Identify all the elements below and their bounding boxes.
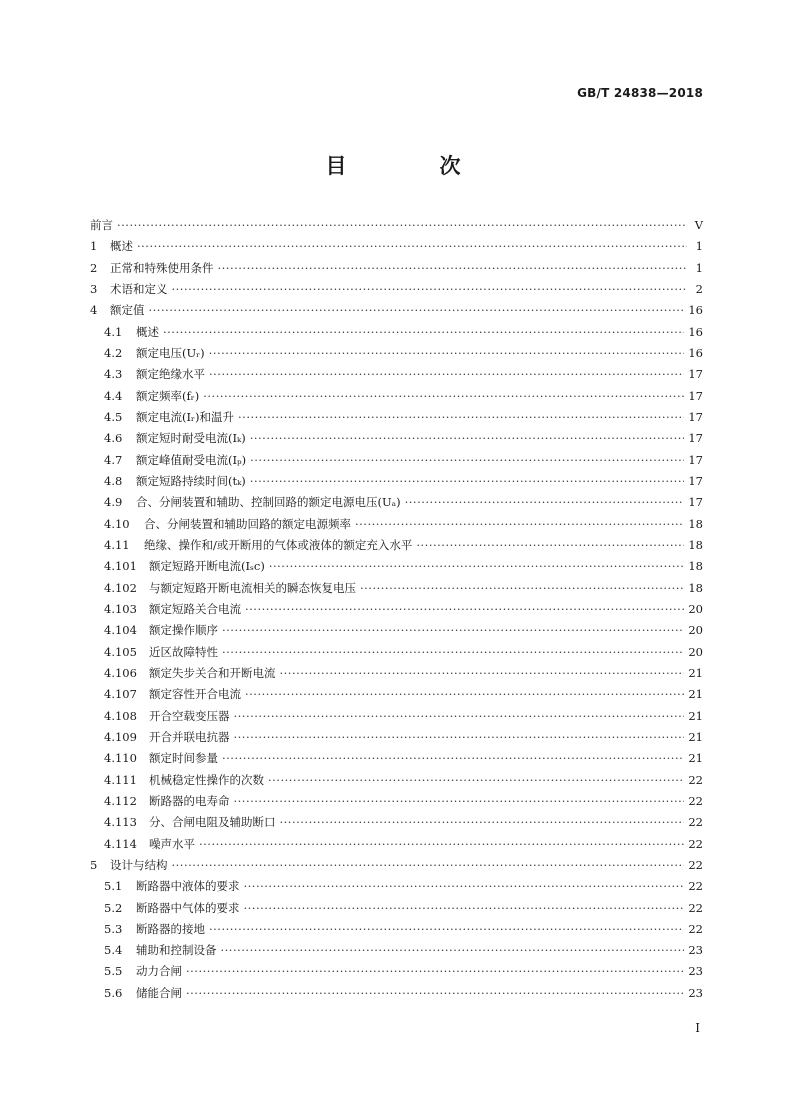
toc-entry-title: 额定时间参量 bbox=[149, 751, 218, 766]
toc-entry-number: 5.2 bbox=[104, 900, 123, 915]
dot-leader bbox=[222, 645, 684, 659]
toc-entry-title: 断路器的接地 bbox=[136, 921, 205, 936]
toc-entry-page: 22 bbox=[688, 921, 703, 936]
toc-entry[interactable] bbox=[90, 494, 703, 515]
dot-leader bbox=[186, 964, 684, 978]
toc-entry-page: 22 bbox=[688, 857, 703, 872]
toc-entry-number: 4.6 bbox=[104, 431, 123, 446]
toc-entry-title: 额定容性开合电流 bbox=[149, 687, 241, 702]
toc-entry-number: 3 bbox=[90, 281, 98, 296]
toc-entry[interactable] bbox=[90, 622, 703, 643]
toc-entry[interactable] bbox=[90, 430, 703, 451]
toc-entry-page: 17 bbox=[688, 495, 703, 510]
toc-entry-title: 额定值 bbox=[110, 303, 145, 318]
dot-leader bbox=[416, 538, 684, 552]
table-of-contents bbox=[90, 217, 703, 1006]
dot-leader bbox=[117, 218, 687, 232]
dot-leader bbox=[137, 239, 687, 253]
dot-leader bbox=[172, 858, 685, 872]
toc-entry-page: 21 bbox=[688, 665, 703, 680]
toc-entry-number: 4.110 bbox=[104, 751, 137, 766]
toc-entry[interactable] bbox=[90, 217, 703, 238]
toc-entry-title: 断路器中气体的要求 bbox=[136, 900, 240, 915]
toc-entry-page: 20 bbox=[688, 601, 703, 616]
toc-entry-title: 术语和定义 bbox=[110, 281, 168, 296]
toc-entry-number: 4.5 bbox=[104, 409, 123, 424]
toc-entry-number: 4.7 bbox=[104, 452, 123, 467]
dot-leader bbox=[149, 303, 685, 317]
dot-leader bbox=[405, 495, 685, 509]
toc-entry-title: 断路器的电寿命 bbox=[149, 793, 230, 808]
toc-entry[interactable] bbox=[90, 366, 703, 387]
dot-leader bbox=[250, 431, 685, 445]
toc-entry-title: 与额定短路开断电流相关的瞬态恢复电压 bbox=[149, 580, 356, 595]
dot-leader bbox=[222, 751, 684, 765]
toc-entry[interactable] bbox=[90, 857, 703, 878]
toc-entry-page: 16 bbox=[688, 345, 703, 360]
standard-code: GB/T 24838—2018 bbox=[577, 86, 703, 100]
toc-entry-title: 开合并联电抗器 bbox=[149, 729, 230, 744]
toc-entry-number: 5.4 bbox=[104, 943, 123, 958]
toc-entry-page: 22 bbox=[688, 815, 703, 830]
toc-entry[interactable] bbox=[90, 324, 703, 345]
toc-entry[interactable] bbox=[90, 601, 703, 622]
toc-entry-page: 2 bbox=[695, 281, 703, 296]
toc-entry-number: 1 bbox=[90, 239, 98, 254]
toc-entry-title: 合、分闸装置和辅助、控制回路的额定电源电压(Uₐ) bbox=[136, 495, 401, 510]
toc-entry-page: 22 bbox=[688, 772, 703, 787]
dot-leader bbox=[222, 623, 684, 637]
toc-entry-number: 5.1 bbox=[104, 879, 123, 894]
toc-entry-page: 18 bbox=[688, 559, 703, 574]
toc-entry-title: 辅助和控制设备 bbox=[136, 943, 217, 958]
toc-entry[interactable] bbox=[90, 473, 703, 494]
page-number: Ⅰ bbox=[695, 1021, 700, 1035]
toc-entry-number: 4 bbox=[90, 303, 98, 318]
toc-entry-number: 4.102 bbox=[104, 580, 137, 595]
toc-entry-page: 21 bbox=[688, 708, 703, 723]
toc-entry[interactable] bbox=[90, 558, 703, 579]
toc-entry[interactable] bbox=[90, 708, 703, 729]
toc-entry-title: 概述 bbox=[136, 324, 159, 339]
toc-entry[interactable] bbox=[90, 537, 703, 558]
toc-entry-title: 动力合闸 bbox=[136, 964, 182, 979]
toc-entry-page: 23 bbox=[688, 943, 703, 958]
toc-entry-page: 17 bbox=[688, 388, 703, 403]
toc-entry-page: 17 bbox=[688, 409, 703, 424]
dot-leader bbox=[244, 901, 685, 915]
dot-leader bbox=[186, 986, 684, 1000]
toc-entry-page: 17 bbox=[688, 452, 703, 467]
toc-entry-number: 4.104 bbox=[104, 623, 137, 638]
toc-entry[interactable] bbox=[90, 942, 703, 963]
toc-entry-page: 22 bbox=[688, 879, 703, 894]
toc-entry-page: 16 bbox=[688, 303, 703, 318]
toc-entry-page: 1 bbox=[695, 260, 703, 275]
toc-entry[interactable] bbox=[90, 814, 703, 835]
toc-entry[interactable] bbox=[90, 409, 703, 430]
toc-entry[interactable] bbox=[90, 963, 703, 984]
toc-entry-number: 4.1 bbox=[104, 324, 123, 339]
toc-entry-title: 分、合闸电阻及辅助断口 bbox=[149, 815, 276, 830]
toc-entry-page: 1 bbox=[695, 239, 703, 254]
toc-entry-number: 4.108 bbox=[104, 708, 137, 723]
toc-entry-title: 前言 bbox=[90, 218, 113, 232]
toc-entry-number: 4.101 bbox=[104, 559, 137, 574]
toc-entry[interactable] bbox=[90, 836, 703, 857]
toc-entry[interactable] bbox=[90, 452, 703, 473]
dot-leader bbox=[245, 602, 684, 616]
dot-leader bbox=[269, 559, 685, 573]
toc-entry-title: 额定失步关合和开断电流 bbox=[149, 665, 276, 680]
toc-entry[interactable] bbox=[90, 516, 703, 537]
toc-entry[interactable] bbox=[90, 580, 703, 601]
toc-entry-page: 20 bbox=[688, 623, 703, 638]
dot-leader bbox=[250, 453, 684, 467]
toc-entry-title: 额定短时耐受电流(Iₖ) bbox=[136, 431, 246, 446]
page-title: 目 次 bbox=[325, 154, 497, 178]
dot-leader bbox=[234, 794, 685, 808]
toc-entry-title: 额定短路持续时间(tₖ) bbox=[136, 473, 246, 488]
toc-entry-number: 4.9 bbox=[104, 495, 123, 510]
dot-leader bbox=[280, 666, 685, 680]
toc-entry-page: 18 bbox=[688, 516, 703, 531]
toc-entry-page: 21 bbox=[688, 729, 703, 744]
toc-entry-title: 额定绝缘水平 bbox=[136, 367, 205, 382]
toc-entry[interactable] bbox=[90, 878, 703, 899]
toc-entry-title: 概述 bbox=[110, 239, 133, 254]
toc-entry-page: 20 bbox=[688, 644, 703, 659]
toc-entry[interactable] bbox=[90, 985, 703, 1006]
toc-entry-number: 4.103 bbox=[104, 601, 137, 616]
toc-entry-page: 18 bbox=[688, 537, 703, 552]
dot-leader bbox=[163, 325, 684, 339]
toc-entry-title: 断路器中液体的要求 bbox=[136, 879, 240, 894]
toc-entry-page: 22 bbox=[688, 900, 703, 915]
toc-entry-number: 4.112 bbox=[104, 793, 137, 808]
dot-leader bbox=[209, 922, 684, 936]
toc-entry-title: 设计与结构 bbox=[110, 857, 168, 872]
dot-leader bbox=[245, 687, 684, 701]
toc-entry-number: 4.106 bbox=[104, 665, 137, 680]
toc-entry[interactable] bbox=[90, 900, 703, 921]
toc-entry-number: 2 bbox=[90, 260, 98, 275]
toc-entry[interactable] bbox=[90, 686, 703, 707]
toc-entry[interactable] bbox=[90, 238, 703, 259]
toc-entry-page: 17 bbox=[688, 431, 703, 446]
toc-entry-page: 17 bbox=[688, 367, 703, 382]
toc-entry-page: 23 bbox=[688, 985, 703, 1000]
dot-leader bbox=[234, 709, 685, 723]
toc-entry-title: 额定电流(Iᵣ)和温升 bbox=[136, 409, 235, 424]
dot-leader bbox=[221, 943, 685, 957]
toc-entry-title: 额定短路开断电流(Iₛc) bbox=[149, 559, 265, 574]
dot-leader bbox=[209, 346, 685, 360]
dot-leader bbox=[355, 517, 684, 531]
toc-entry[interactable] bbox=[90, 345, 703, 366]
toc-entry-number: 5 bbox=[90, 857, 98, 872]
toc-entry-number: 4.8 bbox=[104, 473, 123, 488]
toc-entry-number: 4.107 bbox=[104, 687, 137, 702]
dot-leader bbox=[203, 389, 684, 403]
toc-entry-number: 4.3 bbox=[104, 367, 123, 382]
toc-entry-title: 噪声水平 bbox=[149, 836, 195, 851]
toc-entry-page: 21 bbox=[688, 687, 703, 702]
dot-leader bbox=[238, 410, 684, 424]
toc-entry-number: 5.6 bbox=[104, 985, 123, 1000]
dot-leader bbox=[209, 367, 684, 381]
toc-entry-title: 绝缘、操作和/或开断用的气体或液体的额定充入水平 bbox=[144, 537, 413, 552]
dot-leader bbox=[280, 815, 685, 829]
toc-entry-page: 22 bbox=[688, 793, 703, 808]
toc-entry[interactable] bbox=[90, 281, 703, 302]
toc-entry-title: 正常和特殊使用条件 bbox=[110, 260, 214, 275]
toc-entry-page: 21 bbox=[688, 751, 703, 766]
toc-entry-page: 22 bbox=[688, 836, 703, 851]
toc-entry[interactable] bbox=[90, 772, 703, 793]
toc-entry-title: 近区故障特性 bbox=[149, 644, 218, 659]
toc-entry-page: 23 bbox=[688, 964, 703, 979]
toc-entry-number: 5.3 bbox=[104, 921, 123, 936]
toc-entry-number: 4.113 bbox=[104, 815, 137, 830]
toc-entry-number: 4.109 bbox=[104, 729, 137, 744]
toc-entry[interactable] bbox=[90, 793, 703, 814]
dot-leader bbox=[199, 837, 684, 851]
toc-entry-page: Ⅴ bbox=[694, 218, 703, 232]
toc-entry[interactable] bbox=[90, 665, 703, 686]
toc-entry[interactable] bbox=[90, 260, 703, 281]
toc-entry-page: 18 bbox=[688, 580, 703, 595]
toc-entry-number: 4.11 bbox=[104, 537, 130, 552]
toc-entry-page: 16 bbox=[688, 324, 703, 339]
toc-entry-number: 4.114 bbox=[104, 836, 137, 851]
toc-entry-number: 4.10 bbox=[104, 516, 130, 531]
toc-entry[interactable] bbox=[90, 388, 703, 409]
toc-entry[interactable] bbox=[90, 750, 703, 771]
toc-entry-number: 4.2 bbox=[104, 345, 123, 360]
toc-entry-number: 5.5 bbox=[104, 964, 123, 979]
toc-entry-title: 额定操作顺序 bbox=[149, 623, 218, 638]
dot-leader bbox=[268, 773, 684, 787]
toc-entry-title: 开合空载变压器 bbox=[149, 708, 230, 723]
toc-entry[interactable] bbox=[90, 729, 703, 750]
dot-leader bbox=[244, 879, 685, 893]
toc-entry[interactable] bbox=[90, 921, 703, 942]
toc-entry-number: 4.4 bbox=[104, 388, 123, 403]
toc-entry[interactable] bbox=[90, 302, 703, 323]
toc-entry-page: 17 bbox=[688, 473, 703, 488]
toc-entry-title: 额定频率(fᵣ) bbox=[136, 388, 200, 403]
dot-leader bbox=[360, 581, 684, 595]
toc-entry-number: 4.111 bbox=[104, 772, 137, 787]
toc-entry-title: 额定电压(Uᵣ) bbox=[136, 345, 205, 360]
toc-entry-number: 4.105 bbox=[104, 644, 137, 659]
dot-leader bbox=[250, 474, 685, 488]
toc-entry-title: 额定峰值耐受电流(Iₚ) bbox=[136, 452, 247, 467]
toc-entry-title: 额定短路关合电流 bbox=[149, 601, 241, 616]
dot-leader bbox=[234, 730, 685, 744]
toc-entry-title: 机械稳定性操作的次数 bbox=[149, 772, 264, 787]
toc-entry[interactable] bbox=[90, 644, 703, 665]
toc-entry-title: 储能合闸 bbox=[136, 985, 182, 1000]
dot-leader bbox=[172, 282, 688, 296]
dot-leader bbox=[218, 261, 688, 275]
toc-entry-title: 合、分闸装置和辅助回路的额定电源频率 bbox=[144, 516, 351, 531]
